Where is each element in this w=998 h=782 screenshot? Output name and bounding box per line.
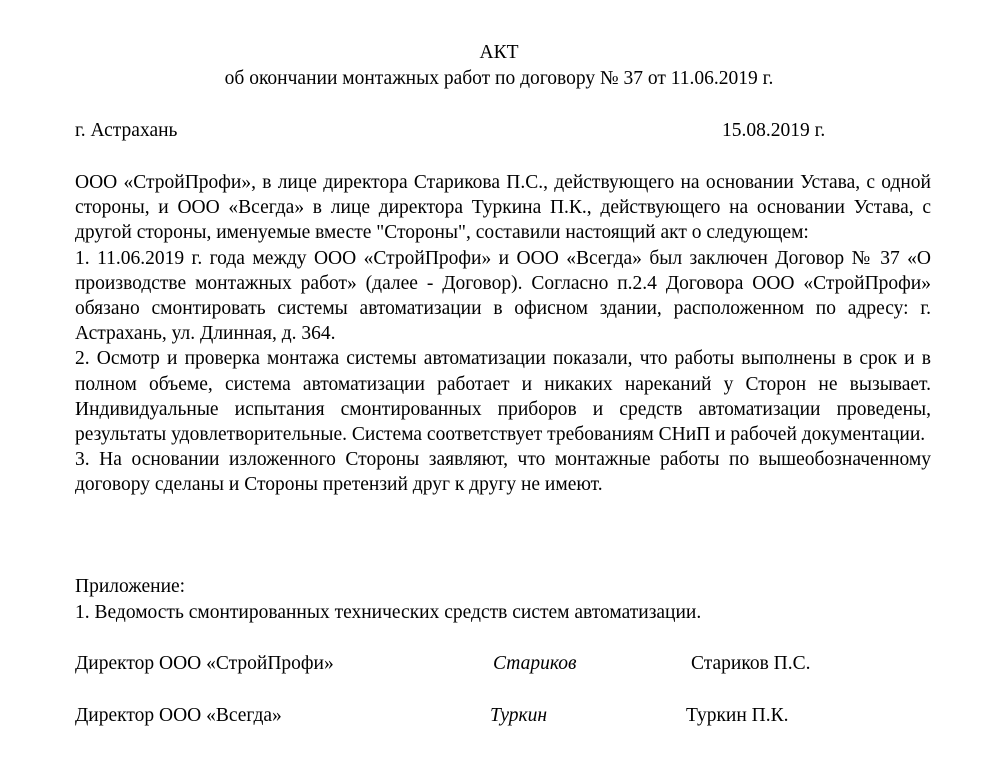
attachment-heading: Приложение: xyxy=(75,576,186,597)
place-city: г. Астрахань xyxy=(75,120,178,141)
signature-role-1: Директор ООО «СтройПрофи» xyxy=(75,653,334,674)
signature-name-1: Стариков П.С. xyxy=(691,653,811,674)
body-item-2: 2. Осмотр и проверка монтажа системы автоматизации показали, что работы выполнены в срок и в полном объеме, система автоматизации работает и никаких нареканий у Сторон не вызывает. Индивидуальные испытания смонтированных приборов и средств автоматизации проведены, результаты удовлетворительные. Система соответствует требованиям СНиП и рабочей документации. xyxy=(75,348,931,446)
signature-handwritten-1: Стариков xyxy=(493,653,577,674)
document-title: АКТ xyxy=(479,42,519,63)
document-date: 15.08.2019 г. xyxy=(722,120,826,141)
signature-role-2: Директор ООО «Всегда» xyxy=(75,705,282,726)
attachment-item: 1. Ведомость смонтированных технических средств систем автоматизации. xyxy=(75,602,702,623)
document-body xyxy=(75,170,931,498)
signature-name-2: Туркин П.К. xyxy=(686,705,789,726)
signature-handwritten-2: Туркин xyxy=(490,705,548,726)
body-intro: ООО «СтройПрофи», в лице директора Старикова П.С., действующего на основании Устава, с одной стороны, и ООО «Всегда» в лице директора Туркина П.К., действующего на основании Устава, с другой стороны, именуемые вместе "Стороны", составили настоящий акт о следующем: xyxy=(75,172,931,244)
document-subtitle: об окончании монтажных работ по договору № 37 от 11.06.2019 г. xyxy=(224,68,774,89)
body-item-1: 1. 11.06.2019 г. года между ООО «СтройПрофи» и ООО «Всегда» был заключен Договор № 37 «О производстве монтажных работ» (далее - Договор). Согласно п.2.4 Договора ООО «СтройПрофи» обязано смонтировать системы автоматизации в офисном здании, расположенном по адресу: г. Астрахань, ул. Длинная, д. 364. xyxy=(75,247,931,345)
body-item-3: 3. На основании изложенного Стороны заявляют, что монтажные работы по вышеобозначенному договору сделаны и Стороны претензий друг к другу не имеют. xyxy=(75,449,931,496)
